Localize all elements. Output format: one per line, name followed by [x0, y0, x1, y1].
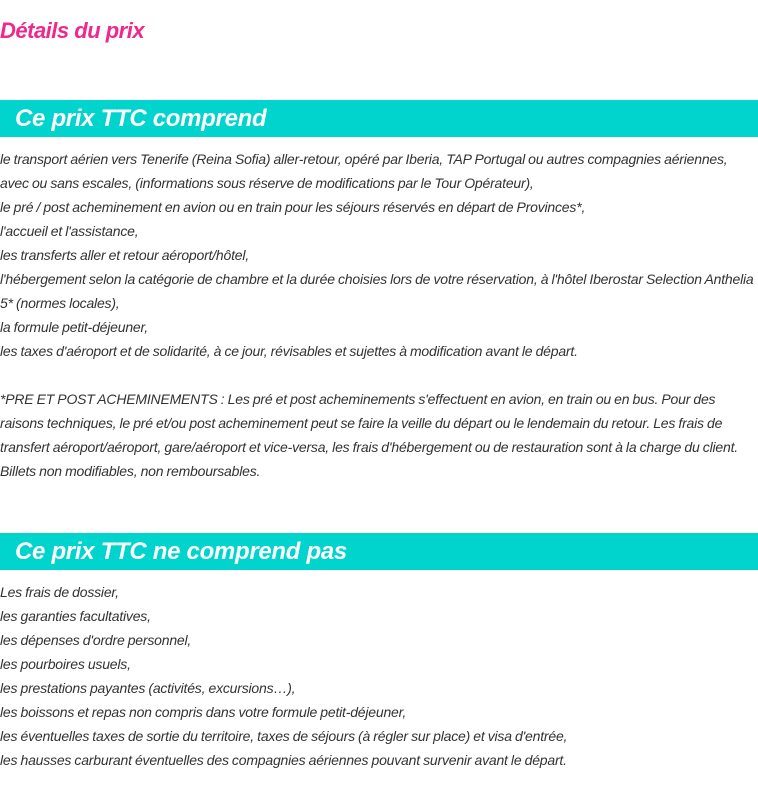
- page-title: Détails du prix: [0, 18, 145, 43]
- included-item: l'accueil et l'assistance,: [0, 223, 139, 239]
- excluded-item: les pourboires usuels,: [0, 656, 131, 672]
- included-item: le pré / post acheminement en avion ou en train pour les séjours réservés en départ de Provinces*,: [0, 199, 586, 215]
- excluded-item: Les frais de dossier,: [0, 584, 119, 600]
- included-item: les transferts aller et retour aéroport/hôtel,: [0, 247, 249, 263]
- excluded-item: les dépenses d'ordre personnel,: [0, 632, 192, 648]
- excluded-item: les garanties facultatives,: [0, 608, 151, 624]
- included-item: les taxes d'aéroport et de solidarité, à ce jour, révisables et sujettes à modification avant le départ.: [0, 343, 578, 359]
- included-list: [0, 147, 756, 363]
- excluded-item: les prestations payantes (activités, excursions…),: [0, 680, 296, 696]
- excluded-heading: Ce prix TTC ne comprend pas: [0, 533, 758, 570]
- included-item: l'hébergement selon la catégorie de chambre et la durée choisies lors de votre réservation, à l'hôtel Iberostar Selection Anthelia 5* (normes locales),: [0, 271, 754, 311]
- included-item: la formule petit-déjeuner,: [0, 319, 148, 335]
- excluded-list: [0, 580, 756, 772]
- excluded-item: les boissons et repas non compris dans votre formule petit-déjeuner,: [0, 704, 407, 720]
- excluded-item: les hausses carburant éventuelles des compagnies aériennes pouvant survenir avant le départ.: [0, 752, 567, 768]
- included-heading: Ce prix TTC comprend: [0, 100, 758, 137]
- acheminement-note: *PRE ET POST ACHEMINEMENTS : Les pré et post acheminements s'effectuent en avion, en train ou en bus. Pour des raisons techniques, le pré et/ou post acheminement peut se faire la veille du départ ou le lendemain du retour. Les frais de transfert aéroport/aéroport, gare/aéroport et vice-versa, les frais d'hébergement ou de restauration sont à la charge du client. Billets non modifiables, non remboursables.: [0, 391, 738, 479]
- excluded-item: les éventuelles taxes de sortie du territoire, taxes de séjours (à régler sur place) et visa d'entrée,: [0, 728, 568, 744]
- included-item: le transport aérien vers Tenerife (Reina Sofia) aller-retour, opéré par Iberia, TAP Portugal ou autres compagnies aériennes, avec ou sans escales, (informations sous réserve de modifications par le Tour Opérateur),: [0, 151, 728, 191]
